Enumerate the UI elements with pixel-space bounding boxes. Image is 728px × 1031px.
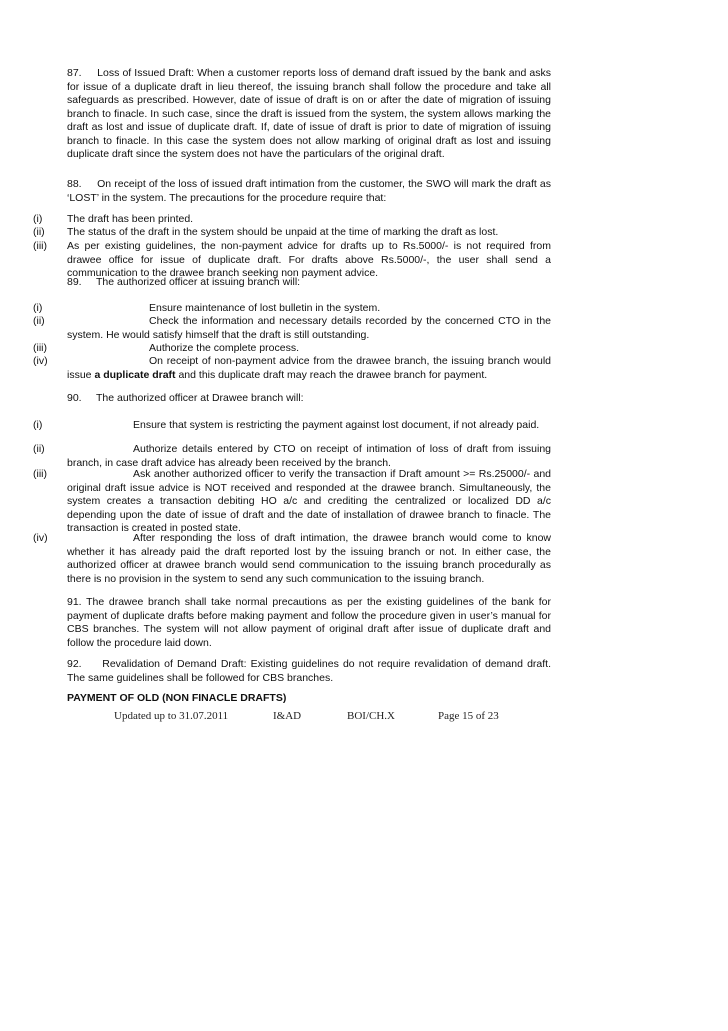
list-label: (iv) bbox=[33, 355, 48, 367]
list-item: The status of the draft in the system should be unpaid at the time of marking the draft as lost. bbox=[67, 226, 499, 238]
list-label: (ii) bbox=[33, 315, 45, 327]
list-item-text: On receipt of non-payment advice from the drawee branch, the issuing branch would issue bbox=[67, 355, 551, 381]
paragraph-92: 92. Revalidation of Demand Draft: Existing guidelines do not require revalidation of demand draft. The same guidelines shall be followed for CBS branches. bbox=[67, 658, 551, 684]
list-item: As per existing guidelines, the non-payment advice for drafts up to Rs.5000/- is not required from drawee office for issue of duplicate draft. For drafts above Rs.5000/-, the user shall send a communication to the drawee branch seeking non payment advice. bbox=[67, 240, 551, 279]
paragraph-90: 90. The authorized officer at Drawee branch will: bbox=[67, 392, 304, 404]
list-label: (i) bbox=[33, 302, 43, 314]
list-label: (ii) bbox=[33, 443, 45, 455]
paragraph-89: 89. The authorized officer at issuing branch will: bbox=[67, 276, 301, 288]
list-item: Authorize the complete process. bbox=[149, 342, 299, 354]
list-item: Authorize details entered by CTO on receipt of intimation of loss of draft from issuing branch, in case draft advice has already been received by the branch. bbox=[67, 443, 551, 469]
list-item bbox=[67, 355, 551, 382]
section-heading: PAYMENT OF OLD (NON FINACLE DRAFTS) bbox=[67, 692, 287, 704]
list-item: Ensure that system is restricting the payment against lost document, if not already paid. bbox=[133, 419, 540, 431]
list-item: The draft has been printed. bbox=[67, 213, 194, 225]
list-label: (iii) bbox=[33, 240, 47, 252]
list-label: (i) bbox=[33, 213, 43, 225]
footer-page-number: Page 15 of 23 bbox=[438, 710, 499, 722]
paragraph-91: 91. The drawee branch shall take normal precautions as per the existing guidelines of the bank for payment of duplicate drafts before making payment and follow the procedure given in user’s manual for CBS branches. The system will not allow payment of original draft after issue of duplicate draft and follow the procedure laid down. bbox=[67, 596, 551, 649]
list-item: After responding the loss of draft intimation, the drawee branch would come to know whether it has already paid the draft reported lost by the issuing branch or not. In either case, the authorized officer at drawee branch would send communication to the issuing branch procedurally as there is no provision in the system to send any such communication to the issuing branch. bbox=[67, 532, 551, 585]
list-item: Check the information and necessary details recorded by the concerned CTO in the system. He would satisfy himself that the draft is still outstanding. bbox=[67, 315, 551, 341]
list-item: Ensure maintenance of lost bulletin in the system. bbox=[149, 302, 381, 314]
list-label: (i) bbox=[33, 419, 43, 431]
list-item: Ask another authorized officer to verify the transaction if Draft amount >= Rs.25000/- and original draft issue advice is NOT received and responded at the drawee branch. Simultaneously, the system creates a transaction debiting HO a/c and crediting the centralized or localized DD a/c depending upon the date of issue of draft and the date of installation of drawee branch to finacle. The transaction is created in posted state. bbox=[67, 468, 551, 534]
list-item-text: and this duplicate draft may reach the drawee branch for payment. bbox=[175, 368, 488, 381]
duplicate-draft-emphasis: a duplicate draft bbox=[94, 368, 176, 381]
footer-updated: Updated up to 31.07.2011 bbox=[114, 710, 229, 722]
paragraph-88: 88. On receipt of the loss of issued draft intimation from the customer, the SWO will mark the draft as ‘LOST’ in the system. The precautions for the procedure require that: bbox=[67, 178, 551, 204]
paragraph-87: 87. Loss of Issued Draft: When a customer reports loss of demand draft issued by the bank and asks for issue of a duplicate draft in lieu thereof, the issuing branch shall follow the procedure and take all safeguards as prescribed. However, date of issue of draft is on or after the date of migration of issuing branch to finacle. In such case, since the draft is issued from the system, the system allows marking the draft as lost and issue of duplicate draft. If, date of issue of draft is prior to date of migration of issuing branch to finacle. In this case the system does not allow marking of original draft as lost and issuing duplicate draft since the system does not have the particulars of the original draft. bbox=[67, 67, 551, 160]
footer-reference: BOI/CH.X bbox=[347, 710, 395, 722]
list-label: (iii) bbox=[33, 342, 47, 354]
list-label: (iv) bbox=[33, 532, 48, 544]
list-label: (iii) bbox=[33, 468, 47, 480]
footer-department: I&AD bbox=[273, 710, 302, 722]
list-label: (ii) bbox=[33, 226, 45, 238]
